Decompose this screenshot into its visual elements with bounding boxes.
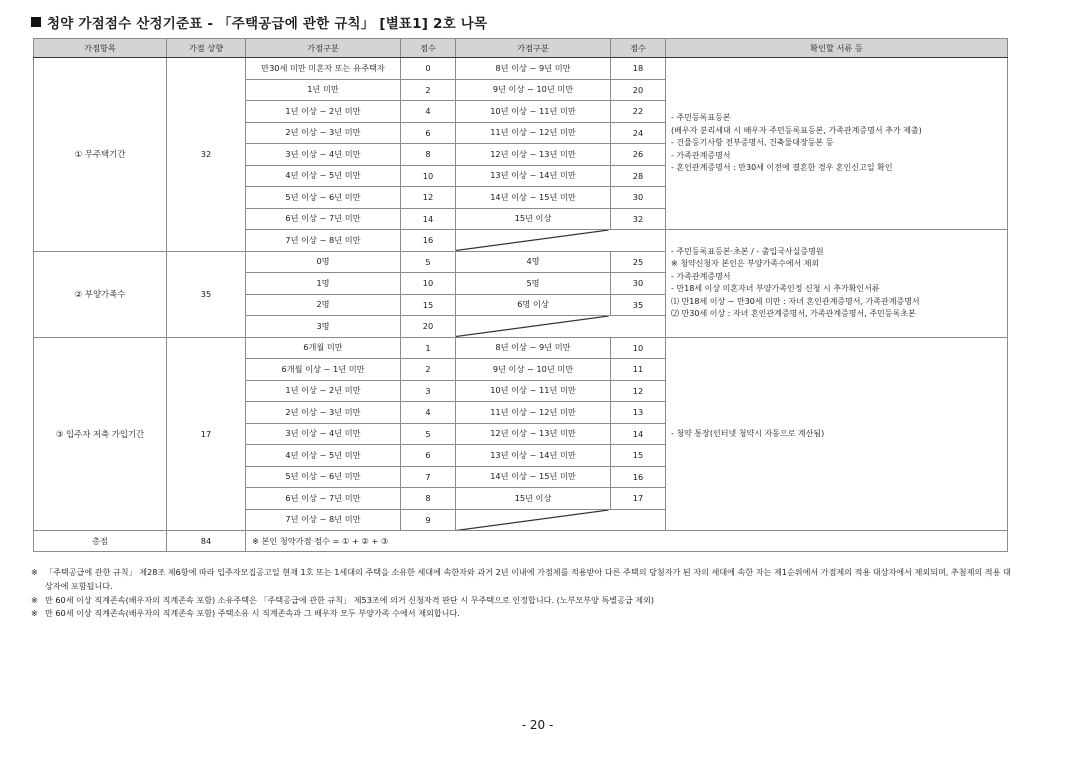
criteria-label: 15년 이상 xyxy=(456,208,611,230)
criteria-score: 24 xyxy=(611,122,666,144)
score-table xyxy=(33,38,1008,552)
criteria-label: 10년 이상 ~ 11년 미만 xyxy=(456,380,611,402)
criteria-label: 8년 이상 ~ 9년 미만 xyxy=(456,58,611,80)
note-mark: ※ xyxy=(31,608,38,619)
criteria-score: 12 xyxy=(401,187,456,209)
criteria-label: 6개월 이상 ~ 1년 미만 xyxy=(246,359,401,381)
header-cell: 가점구분 xyxy=(456,39,611,58)
criteria-score: 0 xyxy=(401,58,456,80)
page-title xyxy=(31,12,487,32)
total-value: 84 xyxy=(167,531,246,552)
category-name: ① 무주택기간 xyxy=(34,58,167,252)
header-cell: 확인할 서류 등 xyxy=(666,39,1008,58)
total-formula: ※ 본인 청약가점 점수 = ① + ② + ③ xyxy=(246,531,1008,552)
criteria-score: 14 xyxy=(611,423,666,445)
criteria-label: 13년 이상 ~ 14년 미만 xyxy=(456,165,611,187)
total-row xyxy=(34,531,1008,552)
criteria-label: 2년 이상 ~ 3년 미만 xyxy=(246,402,401,424)
criteria-label: 15년 이상 xyxy=(456,488,611,510)
header-cell: 점수 xyxy=(401,39,456,58)
criteria-label: 11년 이상 ~ 12년 미만 xyxy=(456,402,611,424)
document-line: - 건물등기사항 전부증명서, 건축물대장등본 등 xyxy=(671,138,834,148)
header-cell: 가점구분 xyxy=(246,39,401,58)
criteria-score: 8 xyxy=(401,144,456,166)
criteria-score: 22 xyxy=(611,101,666,123)
criteria-score: 28 xyxy=(611,165,666,187)
criteria-label: 5명 xyxy=(456,273,611,295)
criteria-label: 1년 미만 xyxy=(246,79,401,101)
table-row xyxy=(34,337,1008,359)
criteria-label: 0명 xyxy=(246,251,401,273)
criteria-score: 35 xyxy=(611,294,666,316)
document-line: - 가족관계증명서 xyxy=(671,271,731,281)
category-max-score: 17 xyxy=(167,337,246,531)
document-line: - 가족관계증명서 xyxy=(671,150,731,160)
criteria-label: 4년 이상 ~ 5년 미만 xyxy=(246,445,401,467)
note-mark: ※ xyxy=(31,594,38,605)
page-number: - 20 - xyxy=(521,718,554,732)
table-header-row xyxy=(34,39,1008,58)
note-text: 만 60세 이상 직계존속(배우자의 직계존속 포함) 소유주택은 「주택공급에 관한 규칙」 제53조에 의거 신청자격 판단 시 무주택으로 인정합니다. (노부모부양 특별공급 제외) xyxy=(45,594,655,605)
criteria-label: 14년 이상 ~ 15년 미만 xyxy=(456,466,611,488)
criteria-label: 6년 이상 ~ 7년 미만 xyxy=(246,488,401,510)
criteria-label: 만30세 미만 미혼자 또는 유주택자 xyxy=(246,58,401,80)
criteria-label: 9년 이상 ~ 10년 미만 xyxy=(456,79,611,101)
category-max-score: 32 xyxy=(167,58,246,252)
criteria-score: 15 xyxy=(611,445,666,467)
category-name: ③ 입주자 저축 가입기간 xyxy=(34,337,167,531)
criteria-score: 10 xyxy=(401,273,456,295)
criteria-score: 4 xyxy=(401,402,456,424)
document-line: (배우자 분리세대 시 배우자 주민등록표등본, 가족관계증명서 추가 제출) xyxy=(671,125,922,135)
document-line: - 주민등록표등본·초본 / - 출입국사실증명원 xyxy=(671,246,824,256)
diagonal-line xyxy=(456,316,665,337)
criteria-label: 5년 이상 ~ 6년 미만 xyxy=(246,187,401,209)
criteria-label: 7년 이상 ~ 8년 미만 xyxy=(246,230,401,252)
document-line: - 주민등록표등본 xyxy=(671,113,731,123)
criteria-label: 1년 이상 ~ 2년 미만 xyxy=(246,380,401,402)
criteria-score: 14 xyxy=(401,208,456,230)
criteria-score: 16 xyxy=(401,230,456,252)
criteria-score: 13 xyxy=(611,402,666,424)
criteria-label: 6년 이상 ~ 7년 미만 xyxy=(246,208,401,230)
footnote xyxy=(31,594,1011,608)
criteria-label: 3년 이상 ~ 4년 미만 xyxy=(246,423,401,445)
criteria-score: 16 xyxy=(611,466,666,488)
document-line: ⑴ 만18세 이상 ~ 만30세 미만 : 자녀 혼인관계증명서, 가족관계증명서 xyxy=(671,296,920,306)
criteria-score: 4 xyxy=(401,101,456,123)
criteria-score: 30 xyxy=(611,273,666,295)
criteria-label: 12년 이상 ~ 13년 미만 xyxy=(456,144,611,166)
criteria-score: 2 xyxy=(401,79,456,101)
empty-diagonal-cell xyxy=(456,509,666,531)
criteria-label: 1명 xyxy=(246,273,401,295)
footnote xyxy=(31,566,1011,594)
total-label: 총점 xyxy=(34,531,167,552)
criteria-score: 9 xyxy=(401,509,456,531)
criteria-label: 11년 이상 ~ 12년 미만 xyxy=(456,122,611,144)
criteria-label: 4년 이상 ~ 5년 미만 xyxy=(246,165,401,187)
table-body xyxy=(34,58,1008,531)
criteria-label: 8년 이상 ~ 9년 미만 xyxy=(456,337,611,359)
criteria-score: 30 xyxy=(611,187,666,209)
criteria-label: 13년 이상 ~ 14년 미만 xyxy=(456,445,611,467)
criteria-score: 3 xyxy=(401,380,456,402)
criteria-label: 9년 이상 ~ 10년 미만 xyxy=(456,359,611,381)
diagonal-line xyxy=(456,230,665,251)
empty-diagonal-cell xyxy=(456,230,666,252)
document-line: ⑵ 만30세 이상 : 자녀 혼인관계증명서, 가족관계증명서, 주민등록초본 xyxy=(671,309,916,319)
criteria-score: 7 xyxy=(401,466,456,488)
criteria-score: 25 xyxy=(611,251,666,273)
footnote xyxy=(31,607,1011,621)
criteria-label: 3명 xyxy=(246,316,401,338)
criteria-score: 6 xyxy=(401,445,456,467)
category-name: ② 부양가족수 xyxy=(34,251,167,337)
footnotes xyxy=(31,566,1011,621)
required-documents xyxy=(666,58,1008,230)
criteria-label: 10년 이상 ~ 11년 미만 xyxy=(456,101,611,123)
diagonal-line xyxy=(456,510,665,531)
page-title-text: 청약 가점점수 산정기준표 - 「주택공급에 관한 규칙」 [별표1] 2호 나목 xyxy=(47,16,488,32)
criteria-score: 20 xyxy=(611,79,666,101)
criteria-score: 17 xyxy=(611,488,666,510)
note-text: 만 60세 이상 직계존속(배우자의 직계존속 포함) 주택소유 시 직계존속과 그 배우자 모두 부양가족 수에서 제외합니다. xyxy=(45,608,460,619)
required-documents xyxy=(666,337,1008,531)
document-line: ※ 청약신청자 본인은 부양가족수에서 제외 xyxy=(671,259,820,269)
empty-diagonal-cell xyxy=(456,316,666,338)
criteria-score: 10 xyxy=(401,165,456,187)
criteria-score: 6 xyxy=(401,122,456,144)
note-text: 「주택공급에 관한 규칙」 제28조 제6항에 따라 입주자모집공고일 현재 1호 또는 1세대의 주택을 소유한 세대에 속한자와 과거 2년 이내에 가점제를 적용받아 다른 주택의 당첨자가 된 자의 세대에 속한 자는 제1순위에서 가점제의 적용 대상자에서 제외되며, 추첨제의 적용 대상자에 포함됩니다. xyxy=(45,567,1011,591)
required-documents xyxy=(666,230,1008,338)
criteria-score: 8 xyxy=(401,488,456,510)
criteria-label: 6개월 미만 xyxy=(246,337,401,359)
criteria-label: 1년 이상 ~ 2년 미만 xyxy=(246,101,401,123)
criteria-score: 18 xyxy=(611,58,666,80)
criteria-score: 5 xyxy=(401,251,456,273)
criteria-label: 2명 xyxy=(246,294,401,316)
criteria-score: 1 xyxy=(401,337,456,359)
criteria-label: 7년 이상 ~ 8년 미만 xyxy=(246,509,401,531)
table-row xyxy=(34,58,1008,80)
criteria-label: 14년 이상 ~ 15년 미만 xyxy=(456,187,611,209)
criteria-score: 26 xyxy=(611,144,666,166)
criteria-label: 4명 xyxy=(456,251,611,273)
note-mark: ※ xyxy=(31,567,38,577)
criteria-label: 5년 이상 ~ 6년 미만 xyxy=(246,466,401,488)
document-line: - 만18세 이상 미혼자녀 부양가족인정 신청 시 추가확인서류 xyxy=(671,284,880,294)
criteria-label: 2년 이상 ~ 3년 미만 xyxy=(246,122,401,144)
criteria-label: 12년 이상 ~ 13년 미만 xyxy=(456,423,611,445)
criteria-score: 15 xyxy=(401,294,456,316)
document-line: - 혼인관계증명서 : 만30세 이전에 결혼한 경우 혼인신고일 확인 xyxy=(671,163,893,173)
document-line: - 청약 통장(인터넷 청약시 자동으로 계산됨) xyxy=(671,428,825,438)
criteria-score: 11 xyxy=(611,359,666,381)
criteria-score: 10 xyxy=(611,337,666,359)
black-square-icon xyxy=(31,17,41,27)
criteria-label: 6명 이상 xyxy=(456,294,611,316)
header-cell: 가점 상향 xyxy=(167,39,246,58)
category-max-score: 35 xyxy=(167,251,246,337)
criteria-score: 12 xyxy=(611,380,666,402)
criteria-score: 32 xyxy=(611,208,666,230)
header-cell: 점수 xyxy=(611,39,666,58)
criteria-score: 5 xyxy=(401,423,456,445)
criteria-score: 20 xyxy=(401,316,456,338)
criteria-label: 3년 이상 ~ 4년 미만 xyxy=(246,144,401,166)
header-cell: 가점항목 xyxy=(34,39,167,58)
criteria-score: 2 xyxy=(401,359,456,381)
